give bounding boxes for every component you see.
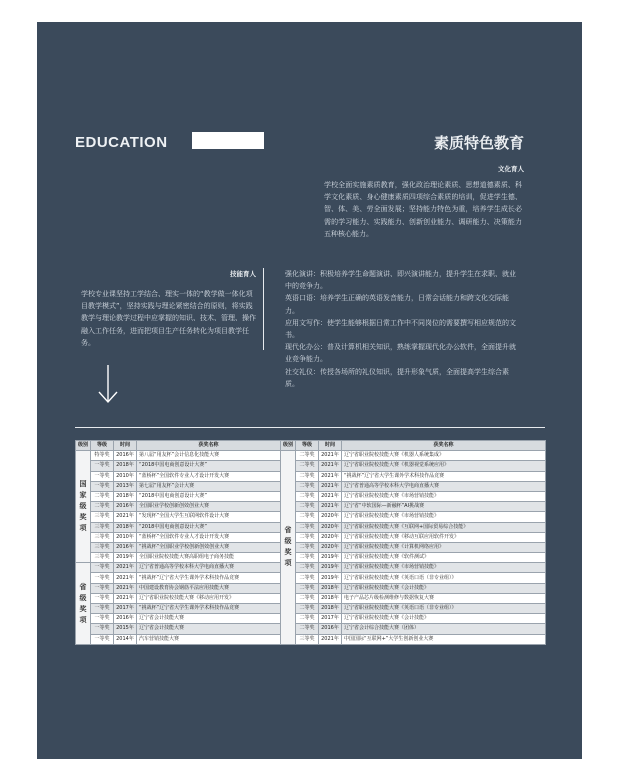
award-year: 2021年 [319,461,342,471]
award-grade: 一等奖 [91,604,114,614]
award-grade: 二等奖 [296,461,319,471]
ability-item: 强化演讲：积极培养学生命题演讲、即兴演讲能力，提升学生在求职、就业中的竞争力。 [285,270,516,291]
award-grade: 一等奖 [91,614,114,624]
award-year: 2019年 [114,553,137,563]
col-header: 等级 [91,441,114,451]
table-row [76,624,546,634]
award-name: “蓝桥杯”全国软件专业人才设计开发大赛 [137,471,281,481]
table-row [76,471,546,481]
award-grade: 二等奖 [296,624,319,634]
award-year: 2020年 [319,532,342,542]
education-title: EDUCATION [75,134,168,151]
culture-heading: 文化育人 [498,165,524,173]
award-grade: 一等奖 [91,624,114,634]
award-grade: 二等奖 [296,502,319,512]
award-level-label: 国家级奖项 [76,451,91,563]
award-year: 2018年 [114,522,137,532]
table-row [76,573,546,583]
award-year: 2018年 [319,593,342,603]
award-year: 2021年 [319,471,342,481]
table-row [76,532,546,542]
award-name: 辽宁省职业院校技能大赛《机器视觉系统应用》 [342,461,546,471]
award-name: 辽宁省普通高等学校本科大学电商直播大赛 [137,563,281,573]
culture-paragraph: 学校全面实施素质教育，强化政治理论素质、思想道德素质、科学文化素质、身心健康素质四项综合素质的培训，促进学生德、智、体、美、劳全面发展；坚持能力特色为重，培养学生成长必需的学习能力、实践能力、创新创业能力、调研能力、决策能力五种核心能力。 [324,181,522,238]
skill-heading: 技能育人 [230,270,256,278]
award-name: “发现杯”全国大学生互联网软件设计大赛 [137,512,281,522]
award-name: 辽宁省职业院校技能大赛《会计技能》 [342,583,546,593]
abilities-list [285,268,521,390]
award-name: 辽宁省职业院校技能大赛《机器人系统集成》 [342,451,546,461]
award-grade: 二等奖 [296,532,319,542]
award-name: 辽宁省会计综合技能大赛（团体） [342,624,546,634]
award-grade: 一等奖 [91,634,114,644]
award-year: 2020年 [319,542,342,552]
award-year: 2016年 [114,542,137,552]
award-name: “2018中国电商创意设计大赛” [137,461,281,471]
award-year: 2010年 [114,532,137,542]
award-year: 2013年 [114,481,137,491]
award-name: 辽宁省普通高等学校本科大学电商直播大赛 [342,481,546,491]
award-name: “挑战杯”辽宁省大学生课外学术科技作品竞赛 [342,471,546,481]
award-name: 第八届“用友杯”会计信息化技能大赛 [137,451,281,461]
award-year: 2019年 [319,563,342,573]
award-grade: 一等奖 [91,583,114,593]
col-header: 获奖名称 [342,441,546,451]
award-year: 2017年 [114,604,137,614]
award-year: 2020年 [319,512,342,522]
award-name: 汽车营销技能大赛 [137,634,281,644]
award-name: 辽宁省职业院校技能大赛《英语口语（非专业组）》 [342,604,546,614]
ability-item: 现代化办公：普及计算机相关知识，熟练掌握现代化办公软件，全面提升就业竞争能力。 [285,343,516,364]
award-year: 2014年 [114,634,137,644]
table-row [76,502,546,512]
table-row [76,461,546,471]
award-name: 中国国际“互联网+”大学生创新创业大赛 [342,634,546,644]
award-grade: 二等奖 [91,502,114,512]
award-grade: 一等奖 [91,471,114,481]
ability-item: 应用文写作：使学生能够根据日常工作中不同岗位的需要撰写相应规范的文书。 [285,318,516,340]
award-grade: 二等奖 [296,481,319,491]
award-grade: 一等奖 [91,593,114,603]
award-name: 全国职业院校技能大赛高职组电子商务技能 [137,553,281,563]
award-year: 2021年 [319,502,342,512]
col-header: 时间 [114,441,137,451]
quality-education-title: 素质特色教育 [433,134,524,152]
table-row [76,553,546,563]
table-row [76,512,546,522]
col-header: 获奖名称 [137,441,281,451]
award-grade: 二等奖 [296,583,319,593]
table-row [76,634,546,644]
award-grade: 二等奖 [296,593,319,603]
award-year: 2021年 [114,512,137,522]
award-year: 2021年 [114,593,137,603]
award-year: 2010年 [114,471,137,481]
award-grade: 三等奖 [91,553,114,563]
col-header: 级别 [76,441,91,451]
ability-item: 社交礼仪：传授各场所的礼仪知识，提升形象气质，全面提高学生综合素质。 [285,367,509,388]
award-year: 2021年 [114,563,137,573]
award-level-label: 省级奖项 [281,451,296,645]
award-year: 2017年 [319,614,342,624]
award-name: “挑战杯”辽宁省大学生课外学术科技作品竞赛 [137,604,281,614]
award-grade: 二等奖 [296,471,319,481]
award-year: 2021年 [319,634,342,644]
award-year: 2021年 [114,573,137,583]
award-year: 2021年 [319,451,342,461]
table-row [76,614,546,624]
award-grade: 二等奖 [296,604,319,614]
award-name: 辽宁省职业院校技能大赛《移动互联应用软件开发》 [342,532,546,542]
award-name: 中国建设教育协会钢筋平法应用技能大赛 [137,583,281,593]
title-accent-bar [192,132,264,149]
award-year: 2018年 [319,583,342,593]
ability-item: 英语口语：培养学生正确的英语发音能力，日常会话能力和跨文化交际能力。 [285,294,509,315]
award-grade: 二等奖 [296,553,319,563]
award-year: 2021年 [319,491,342,501]
skill-paragraph: 学校专业课坚持工学结合、理实一体的“教学做一体化项目教学模式”，坚持实践与理论紧密结合的原则，将实践教学与理论教学过程中应掌握的知识、技术、管理、操作融入工作任务，进而把项目生产任务转化为项目教学任务。 [81,290,256,347]
award-grade: 三等奖 [296,634,319,644]
award-grade: 一等奖 [91,461,114,471]
award-name: 辽宁省职业院校技能大赛《软件测试》 [342,553,546,563]
table-header-row [76,441,546,451]
award-name: 辽宁省职业院校技能大赛《互联网+国际贸易综合技能》 [342,522,546,532]
award-name: “挑战杯”全国职业学校创新创效创业大赛 [137,542,281,552]
award-name: “2018中国电商创意设计大赛” [137,491,281,501]
award-name: 电子产品芯片级检测维修与数据恢复大赛 [342,593,546,603]
award-name: 辽宁省职业院校技能大赛《市场营销技能》 [342,563,546,573]
award-name: 辽宁省职业院校技能大赛《市场营销技能》 [342,512,546,522]
award-year: 2019年 [319,573,342,583]
award-grade: 二等奖 [296,491,319,501]
col-header: 时间 [319,441,342,451]
award-year: 2016年 [319,624,342,634]
award-grade: 一等奖 [91,481,114,491]
award-year: 2016年 [114,451,137,461]
award-level-label: 省级奖项 [76,563,91,645]
award-grade: 三等奖 [91,532,114,542]
award-grade: 三等奖 [91,522,114,532]
table-row [76,604,546,614]
table-row [76,542,546,552]
award-year: 2019年 [319,553,342,563]
award-year: 2015年 [114,624,137,634]
table-top-rule [75,427,545,428]
award-grade: 二等奖 [296,563,319,573]
award-grade: 三等奖 [91,512,114,522]
awards-table [75,440,546,645]
award-name: “挑战杯”辽宁省大学生课外学术科技作品竞赛 [137,573,281,583]
award-grade: 二等奖 [296,573,319,583]
award-name: “蓝桥杯”全国软件专业人才设计开发大赛 [137,532,281,542]
award-name: 辽宁省“中软国际—新融杯”AI挑战赛 [342,502,546,512]
award-year: 2018年 [114,461,137,471]
award-name: 辽宁省会计技能大赛 [137,614,281,624]
table-row [76,593,546,603]
award-name: 全国职业学校创新创效创业大赛 [137,502,281,512]
table-row [76,491,546,501]
table-row [76,583,546,593]
brochure-page [37,22,582,759]
award-name: 第七届“用友杯”会计大赛 [137,481,281,491]
table-row [76,451,546,461]
award-grade: 三等奖 [91,542,114,552]
award-year: 2021年 [114,583,137,593]
table-row [76,481,546,491]
award-year: 2021年 [319,481,342,491]
award-year: 2016年 [114,614,137,624]
award-year: 2016年 [114,502,137,512]
award-name: 辽宁省职业院校技能大赛《会计技能》 [342,614,546,624]
award-grade: 二等奖 [296,614,319,624]
arrow-down-icon [97,364,119,404]
award-grade: 二等奖 [91,491,114,501]
award-name: “2018中国电商创意设计大赛” [137,522,281,532]
award-name: 辽宁省会计技能大赛 [137,624,281,634]
award-name: 辽宁省职业院校技能大赛《移动应用开发》 [137,593,281,603]
section-divider [263,268,264,350]
award-grade: 一等奖 [91,573,114,583]
table-row [76,522,546,532]
award-grade: 特等奖 [91,451,114,461]
award-grade: 二等奖 [296,451,319,461]
award-name: 辽宁省职业院校技能大赛《市场营销技能》 [342,491,546,501]
award-grade: 二等奖 [296,522,319,532]
award-name: 辽宁省职业院校技能大赛《英语口语（非专业组）》 [342,573,546,583]
award-grade: 二等奖 [296,542,319,552]
award-grade: 二等奖 [296,512,319,522]
award-year: 2018年 [114,491,137,501]
award-name: 辽宁省职业院校技能大赛《计算机网络应用》 [342,542,546,552]
col-header: 等级 [296,441,319,451]
table-row [76,563,546,573]
award-grade: 一等奖 [91,563,114,573]
award-year: 2020年 [319,522,342,532]
col-header: 级别 [281,441,296,451]
award-year: 2018年 [319,604,342,614]
